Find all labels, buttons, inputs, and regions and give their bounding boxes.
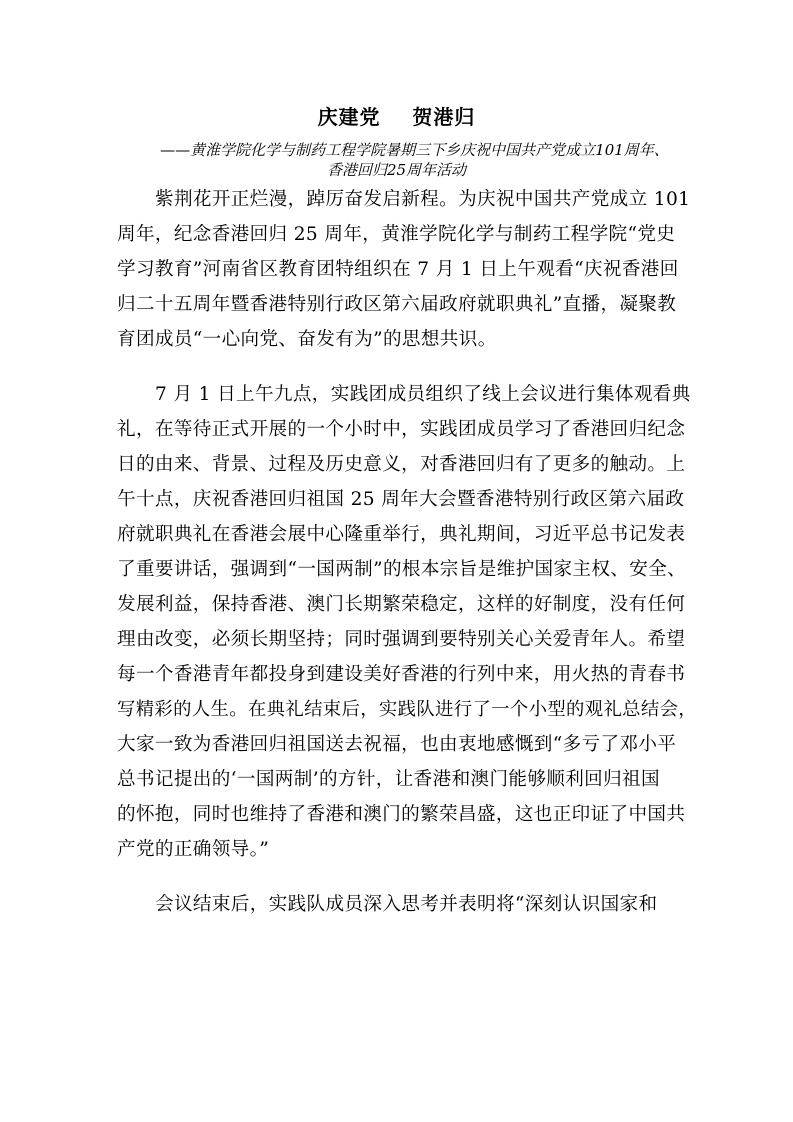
body-line-19: 产党的正确领导。” xyxy=(117,839,270,860)
document-title: 庆建党 贺港归 xyxy=(317,105,476,129)
body-line-10: 府就职典礼在香港会展中心隆重举行，典礼期间，习近平总书记发表 xyxy=(117,524,686,545)
body-line-16: 大家一致为香港回归祖国送去祝福，也由衷地感慨到“多亏了邓小平 xyxy=(117,734,677,755)
body-line-20: 会议结束后，实践队成员深入思考并表明将“深刻认识国家和 xyxy=(155,894,658,915)
body-line-7: 礼，在等待正式开展的一个小时中，实践团成员学习了香港回归纪念 xyxy=(117,419,686,440)
body-line-14: 每一个香港青年都投身到建设美好香港的行列中来，用火热的青春书 xyxy=(117,664,686,685)
body-line-5: 育团成员“一心向党、奋发有为”的思想共识。 xyxy=(117,329,497,350)
document-subtitle-line-2: 香港回归25周年活动 xyxy=(326,161,467,179)
body-line-8: 日的由来、背景、过程及历史意义，对香港回归有了更多的触动。上 xyxy=(117,454,686,475)
body-line-6: 7 月 1 日上午九点，实践团成员组织了线上会议进行集体观看典 xyxy=(155,384,691,405)
body-line-3: 学习教育”河南省区教育团特组织在 7 月 1 日上午观看“庆祝香港回 xyxy=(117,259,679,280)
body-line-15: 写精彩的人生。在典礼结束后，实践队进行了一个小型的观礼总结会， xyxy=(117,699,697,720)
document-subtitle-line-1: ——黄淮学院化学与制药工程学院暑期三下乡庆祝中国共产党成立101周年、 xyxy=(160,141,669,159)
body-line-1: 紫荆花开正烂漫，踔厉奋发启新程。为庆祝中国共产党成立 101 xyxy=(155,189,691,210)
body-line-11: 了重要讲话，强调到“一国两制”的根本宗旨是维护国家主权、安全、 xyxy=(117,559,687,580)
body-line-2: 周年，纪念香港回归 25 周年，黄淮学院化学与制药工程学院“党史 xyxy=(117,224,676,245)
body-line-4: 归二十五周年暨香港特别行政区第六届政府就职典礼”直播，凝聚教 xyxy=(117,294,677,315)
body-line-18: 的怀抱，同时也维持了香港和澳门的繁荣昌盛，这也正印证了中国共 xyxy=(117,804,686,825)
body-line-9: 午十点，庆祝香港回归祖国 25 周年大会暨香港特别行政区第六届政 xyxy=(117,489,685,510)
body-line-17: 总书记提出的‘一国两制’的方针，让香港和澳门能够顺利回归祖国 xyxy=(117,769,660,790)
body-line-13: 理由改变，必须长期坚持；同时强调到要特别关心关爱青年人。希望 xyxy=(117,629,686,650)
body-line-12: 发展利益，保持香港、澳门长期繁荣稳定，这样的好制度，没有任何 xyxy=(117,594,686,615)
